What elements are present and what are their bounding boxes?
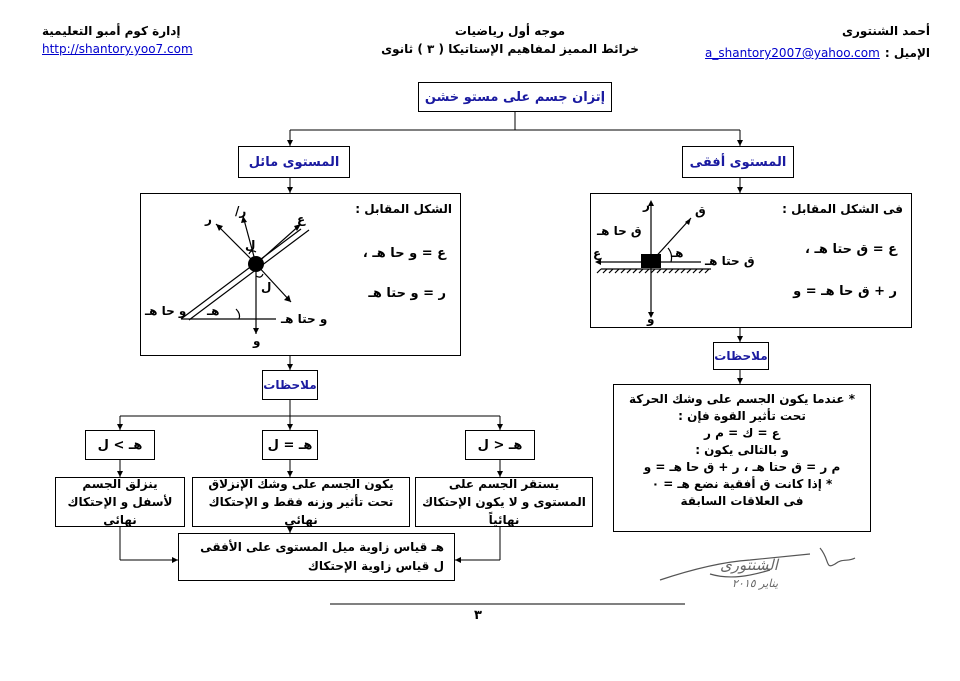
inclined-caption: الشكل المقابل : bbox=[355, 202, 452, 216]
inclined-eq1: ع = و حا هـ ، bbox=[362, 246, 446, 261]
inclined-label-wsin: و حا هـ bbox=[145, 304, 187, 318]
inclined-plane-title: المستوى مائل bbox=[238, 146, 350, 178]
note-line-1: * عندما يكون الجسم على وشك الحركة bbox=[628, 392, 856, 406]
note-line-6: * إذا كانت ق أفقية نضع هـ = ٠ bbox=[651, 477, 833, 491]
note-line-2: تحت تأثير القوة فإن : bbox=[678, 409, 806, 423]
horizontal-caption: فى الشكل المقابل : bbox=[782, 202, 903, 216]
case-limiting-condition: هـ = ل bbox=[262, 430, 318, 460]
horizontal-label-h: هـ bbox=[671, 246, 684, 260]
horizontal-label-w: و bbox=[647, 312, 655, 326]
case-rest-text: يستقر الجسم على المستوى و لا يكون الإحتكاك نهائياً bbox=[415, 477, 593, 527]
inclined-figure-box bbox=[140, 193, 461, 356]
center-title: موجه أول رياضيات bbox=[454, 24, 566, 38]
inclined-diagram bbox=[141, 194, 381, 354]
inclined-label-r-prime: ر/ bbox=[235, 204, 247, 218]
horizontal-notes-title: ملاحظات bbox=[713, 342, 769, 370]
email-link[interactable]: a_shantory2007@yahoo.com bbox=[705, 46, 880, 60]
note-line-7: فى العلاقات السابقة bbox=[680, 494, 804, 508]
summary-line-2: ل قياس زاوية الإحتكاك bbox=[307, 559, 444, 573]
note-line-5: م ر = ق حتا هـ ، ر + ق حا هـ = و bbox=[643, 460, 841, 474]
inclined-label-r: ر bbox=[205, 212, 212, 226]
inclined-label-a: ع bbox=[297, 212, 306, 226]
inclined-notes-title: ملاحظات bbox=[262, 370, 318, 400]
center-subtitle: خرائط المميز لمفاهيم الإستاتيكا ( ٣ ) ثانوى bbox=[381, 42, 639, 56]
horizontal-label-r: ر bbox=[643, 198, 650, 212]
main-title: إتزان جسم على مستو خشن bbox=[418, 82, 612, 112]
signature-text: الشنتورى bbox=[720, 556, 778, 574]
case-limiting-text: يكون الجسم على وشك الإنزلاق تحت تأثير وزنه فقط و الإحتكاك نهائى bbox=[192, 477, 410, 527]
site-link[interactable]: http://shantory.yoo7.com bbox=[42, 42, 193, 56]
horizontal-notes-box bbox=[613, 384, 871, 532]
horizontal-plane-title: المستوى أفقى bbox=[682, 146, 794, 178]
summary-box bbox=[178, 533, 455, 581]
signature-date: يناير ٢٠١٥ bbox=[732, 577, 779, 590]
summary-line-1: هـ قياس زاوية ميل المستوى على الأفقى bbox=[200, 540, 444, 554]
note-line-4: و بالتالى يكون : bbox=[695, 443, 789, 457]
inclined-label-h: هـ bbox=[207, 304, 220, 318]
inclined-label-wcos: و حتا هـ bbox=[281, 312, 328, 326]
horizontal-eq2: ر + ق حا هـ = و bbox=[793, 284, 897, 299]
horizontal-label-fsin: ق حا هـ bbox=[597, 224, 642, 238]
author-name: أحمد الشنتورى bbox=[842, 24, 930, 38]
page-number: ٣ bbox=[474, 608, 482, 623]
inclined-label-l1: ل bbox=[245, 238, 256, 252]
inclined-label-l2: ل bbox=[261, 280, 272, 294]
inclined-eq2: ر = و حتا هـ bbox=[368, 286, 446, 301]
note-line-3: ع = ك = م ر bbox=[704, 426, 780, 440]
org-name: إدارة كوم أمبو التعليمية bbox=[42, 24, 181, 38]
case-slide-text: ينزلق الجسم لأسفل و الإحتكاك نهائى bbox=[55, 477, 185, 527]
case-slide-condition: هـ > ل bbox=[85, 430, 155, 460]
horizontal-figure-box bbox=[590, 193, 912, 328]
case-rest-condition: هـ < ل bbox=[465, 430, 535, 460]
horizontal-eq1: ع = ق حتا هـ ، bbox=[805, 242, 897, 257]
horizontal-label-fcos: ق حتا هـ bbox=[705, 254, 755, 268]
horizontal-label-a: ع bbox=[593, 246, 602, 260]
email-label: الإميل : bbox=[884, 46, 930, 60]
inclined-label-w: و bbox=[253, 334, 261, 348]
horizontal-label-f: ق bbox=[695, 204, 706, 218]
